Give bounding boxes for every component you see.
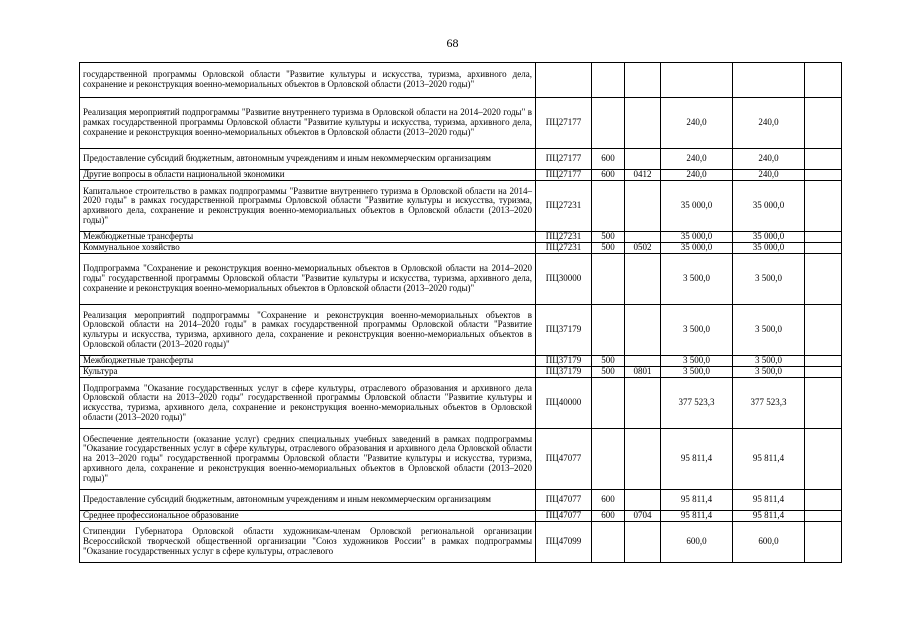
cell-expense-type	[592, 63, 625, 98]
cell-extra	[805, 490, 842, 511]
budget-table-body	[80, 63, 842, 563]
cell-amount-1: 240,0	[661, 98, 733, 149]
cell-extra	[805, 522, 842, 563]
cell-section: 0502	[625, 243, 661, 254]
cell-target-code	[536, 63, 592, 98]
table-row	[80, 356, 842, 367]
cell-expense-type: 600	[592, 490, 625, 511]
cell-section	[625, 429, 661, 490]
cell-amount-2: 240,0	[733, 170, 805, 181]
cell-section	[625, 378, 661, 429]
cell-amount-2: 95 811,4	[733, 490, 805, 511]
cell-section	[625, 232, 661, 243]
table-row	[80, 149, 842, 170]
cell-target-code: ПЦ47077	[536, 490, 592, 511]
page-number: 68	[446, 36, 459, 50]
table-row	[80, 305, 842, 356]
cell-extra	[805, 511, 842, 522]
cell-amount-1: 240,0	[661, 149, 733, 170]
cell-target-code: ПЦ47077	[536, 511, 592, 522]
cell-amount-1: 35 000,0	[661, 232, 733, 243]
cell-amount-1: 35 000,0	[661, 243, 733, 254]
cell-name: Межбюджетные трансферты	[80, 232, 536, 243]
cell-name: Межбюджетные трансферты	[80, 356, 536, 367]
cell-expense-type: 500	[592, 356, 625, 367]
cell-amount-1: 240,0	[661, 170, 733, 181]
cell-amount-1: 3 500,0	[661, 356, 733, 367]
table-row	[80, 367, 842, 378]
cell-amount-1: 95 811,4	[661, 429, 733, 490]
cell-amount-2: 377 523,3	[733, 378, 805, 429]
cell-name: Обеспечение деятельности (оказание услуг) средних специальных учебных заведений в рамках подпрограммы "Оказание государственных услуг в сфере культуры, отраслевого образования и архивного дела Орловской области на 2013–2020 годы" государственной программы Орловской области "Развитие культуры и искусства, туризма, архивного дела, сохранение и реконструкция военно-мемориальных объектов в Орловской области (2013–2020 годы)"	[80, 429, 536, 490]
cell-extra	[805, 98, 842, 149]
cell-extra	[805, 243, 842, 254]
cell-extra	[805, 181, 842, 232]
cell-section	[625, 63, 661, 98]
table-row	[80, 243, 842, 254]
table-row	[80, 181, 842, 232]
table-row	[80, 63, 842, 98]
cell-section	[625, 305, 661, 356]
cell-expense-type	[592, 378, 625, 429]
cell-amount-1	[661, 63, 733, 98]
cell-section: 0412	[625, 170, 661, 181]
cell-extra	[805, 305, 842, 356]
cell-amount-1: 3 500,0	[661, 367, 733, 378]
cell-amount-1: 95 811,4	[661, 511, 733, 522]
cell-amount-1: 3 500,0	[661, 254, 733, 305]
cell-section	[625, 522, 661, 563]
cell-amount-2: 600,0	[733, 522, 805, 563]
table-row	[80, 429, 842, 490]
cell-section	[625, 149, 661, 170]
cell-amount-2: 95 811,4	[733, 429, 805, 490]
cell-name: Предоставление субсидий бюджетным, автономным учреждениям и иным некоммерческим организациям	[80, 149, 536, 170]
cell-target-code: ПЦ37179	[536, 305, 592, 356]
cell-name: государственной программы Орловской области "Развитие культуры и искусства, туризма, архивного дела, сохранение и реконструкция военно-мемориальных объектов в Орловской области (2013–2020 годы)"	[80, 63, 536, 98]
cell-extra	[805, 429, 842, 490]
table-row	[80, 511, 842, 522]
cell-amount-2: 3 500,0	[733, 367, 805, 378]
cell-target-code: ПЦ40000	[536, 378, 592, 429]
table-row	[80, 490, 842, 511]
cell-extra	[805, 63, 842, 98]
cell-extra	[805, 356, 842, 367]
cell-expense-type: 600	[592, 170, 625, 181]
cell-section	[625, 490, 661, 511]
cell-expense-type	[592, 305, 625, 356]
cell-name: Стипендии Губернатора Орловской области художникам-членам Орловской региональной организации Всероссийской творческой общественной организации "Союз художников России" в рамках подпрограммы "Оказание государственных услуг в сфере культуры, отраслевого	[80, 522, 536, 563]
cell-expense-type: 500	[592, 243, 625, 254]
cell-name: Подпрограмма "Сохранение и реконструкция военно-мемориальных объектов в Орловской области на 2014–2020 годы" государственной программы Орловской области "Развитие культуры и искусства, туризма, архивного дела, сохранение и реконструкция военно-мемориальных объектов в Орловской области (2013–2020 годы)"	[80, 254, 536, 305]
cell-extra	[805, 378, 842, 429]
cell-name: Среднее профессиональное образование	[80, 511, 536, 522]
cell-amount-2: 35 000,0	[733, 232, 805, 243]
table-row	[80, 378, 842, 429]
cell-amount-2	[733, 63, 805, 98]
cell-amount-2: 240,0	[733, 149, 805, 170]
cell-target-code: ПЦ27177	[536, 149, 592, 170]
cell-target-code: ПЦ37179	[536, 356, 592, 367]
cell-section	[625, 254, 661, 305]
cell-name: Другие вопросы в области национальной экономики	[80, 170, 536, 181]
cell-section	[625, 98, 661, 149]
cell-expense-type: 600	[592, 511, 625, 522]
cell-target-code: ПЦ47099	[536, 522, 592, 563]
cell-amount-1: 600,0	[661, 522, 733, 563]
cell-section	[625, 181, 661, 232]
budget-table	[79, 62, 842, 563]
table-row	[80, 522, 842, 563]
cell-expense-type: 500	[592, 367, 625, 378]
cell-expense-type	[592, 181, 625, 232]
cell-section	[625, 356, 661, 367]
table-row	[80, 170, 842, 181]
cell-section: 0704	[625, 511, 661, 522]
cell-amount-1: 95 811,4	[661, 490, 733, 511]
table-row	[80, 232, 842, 243]
cell-amount-2: 240,0	[733, 98, 805, 149]
cell-expense-type	[592, 522, 625, 563]
cell-name: Подпрограмма "Оказание государственных услуг в сфере культуры, отраслевого образования и архивного дела Орловской области на 2013–2020 годы" государственной программы Орловской области "Развитие культуры и искусства, туризма, архивного дела, сохранение и реконструкция военно-мемориальных объектов в Орловской области (2013–2020 годы)"	[80, 378, 536, 429]
cell-extra	[805, 170, 842, 181]
cell-extra	[805, 367, 842, 378]
cell-expense-type: 500	[592, 232, 625, 243]
cell-target-code: ПЦ30000	[536, 254, 592, 305]
cell-target-code: ПЦ27231	[536, 243, 592, 254]
cell-name: Культура	[80, 367, 536, 378]
cell-expense-type	[592, 254, 625, 305]
cell-amount-2: 95 811,4	[733, 511, 805, 522]
cell-name: Реализация мероприятий подпрограммы "Развитие внутреннего туризма в Орловской области на 2014–2020 годы" в рамках государственной программы Орловской области "Развитие культуры и искусства, туризма, архивного дела, сохранение и реконструкция военно-мемориальных объектов в Орловской области (2013–2020 годы)"	[80, 98, 536, 149]
cell-target-code: ПЦ27231	[536, 232, 592, 243]
cell-name: Реализация мероприятий подпрограммы "Сохранение и реконструкция военно-мемориальных объектов в Орловской области на 2014–2020 годы" в рамках государственной программы Орловской области "Развитие культуры и искусства, туризма, архивного дела, сохранение и реконструкция военно-мемориальных объектов в Орловской области (2013–2020 годы)"	[80, 305, 536, 356]
cell-extra	[805, 149, 842, 170]
cell-name: Предоставление субсидий бюджетным, автономным учреждениям и иным некоммерческим организациям	[80, 490, 536, 511]
cell-target-code: ПЦ27231	[536, 181, 592, 232]
cell-section: 0801	[625, 367, 661, 378]
cell-name: Капитальное строительство в рамках подпрограммы "Развитие внутреннего туризма в Орловской области на 2014–2020 годы" в рамках государственной программы Орловской области "Развитие культуры и искусства, туризма, архивного дела, сохранение и реконструкция военно-мемориальных объектов в Орловской области (2013–2020 годы)"	[80, 181, 536, 232]
cell-amount-2: 3 500,0	[733, 254, 805, 305]
cell-amount-1: 377 523,3	[661, 378, 733, 429]
cell-target-code: ПЦ37179	[536, 367, 592, 378]
cell-extra	[805, 232, 842, 243]
cell-extra	[805, 254, 842, 305]
table-row	[80, 98, 842, 149]
cell-amount-2: 3 500,0	[733, 305, 805, 356]
cell-target-code: ПЦ27177	[536, 98, 592, 149]
cell-expense-type	[592, 429, 625, 490]
cell-amount-2: 3 500,0	[733, 356, 805, 367]
cell-amount-2: 35 000,0	[733, 243, 805, 254]
cell-amount-1: 35 000,0	[661, 181, 733, 232]
table-row	[80, 254, 842, 305]
cell-target-code: ПЦ27177	[536, 170, 592, 181]
cell-target-code: ПЦ47077	[536, 429, 592, 490]
cell-amount-2: 35 000,0	[733, 181, 805, 232]
cell-name: Коммунальное хозяйство	[80, 243, 536, 254]
cell-expense-type: 600	[592, 149, 625, 170]
cell-amount-1: 3 500,0	[661, 305, 733, 356]
cell-expense-type	[592, 98, 625, 149]
